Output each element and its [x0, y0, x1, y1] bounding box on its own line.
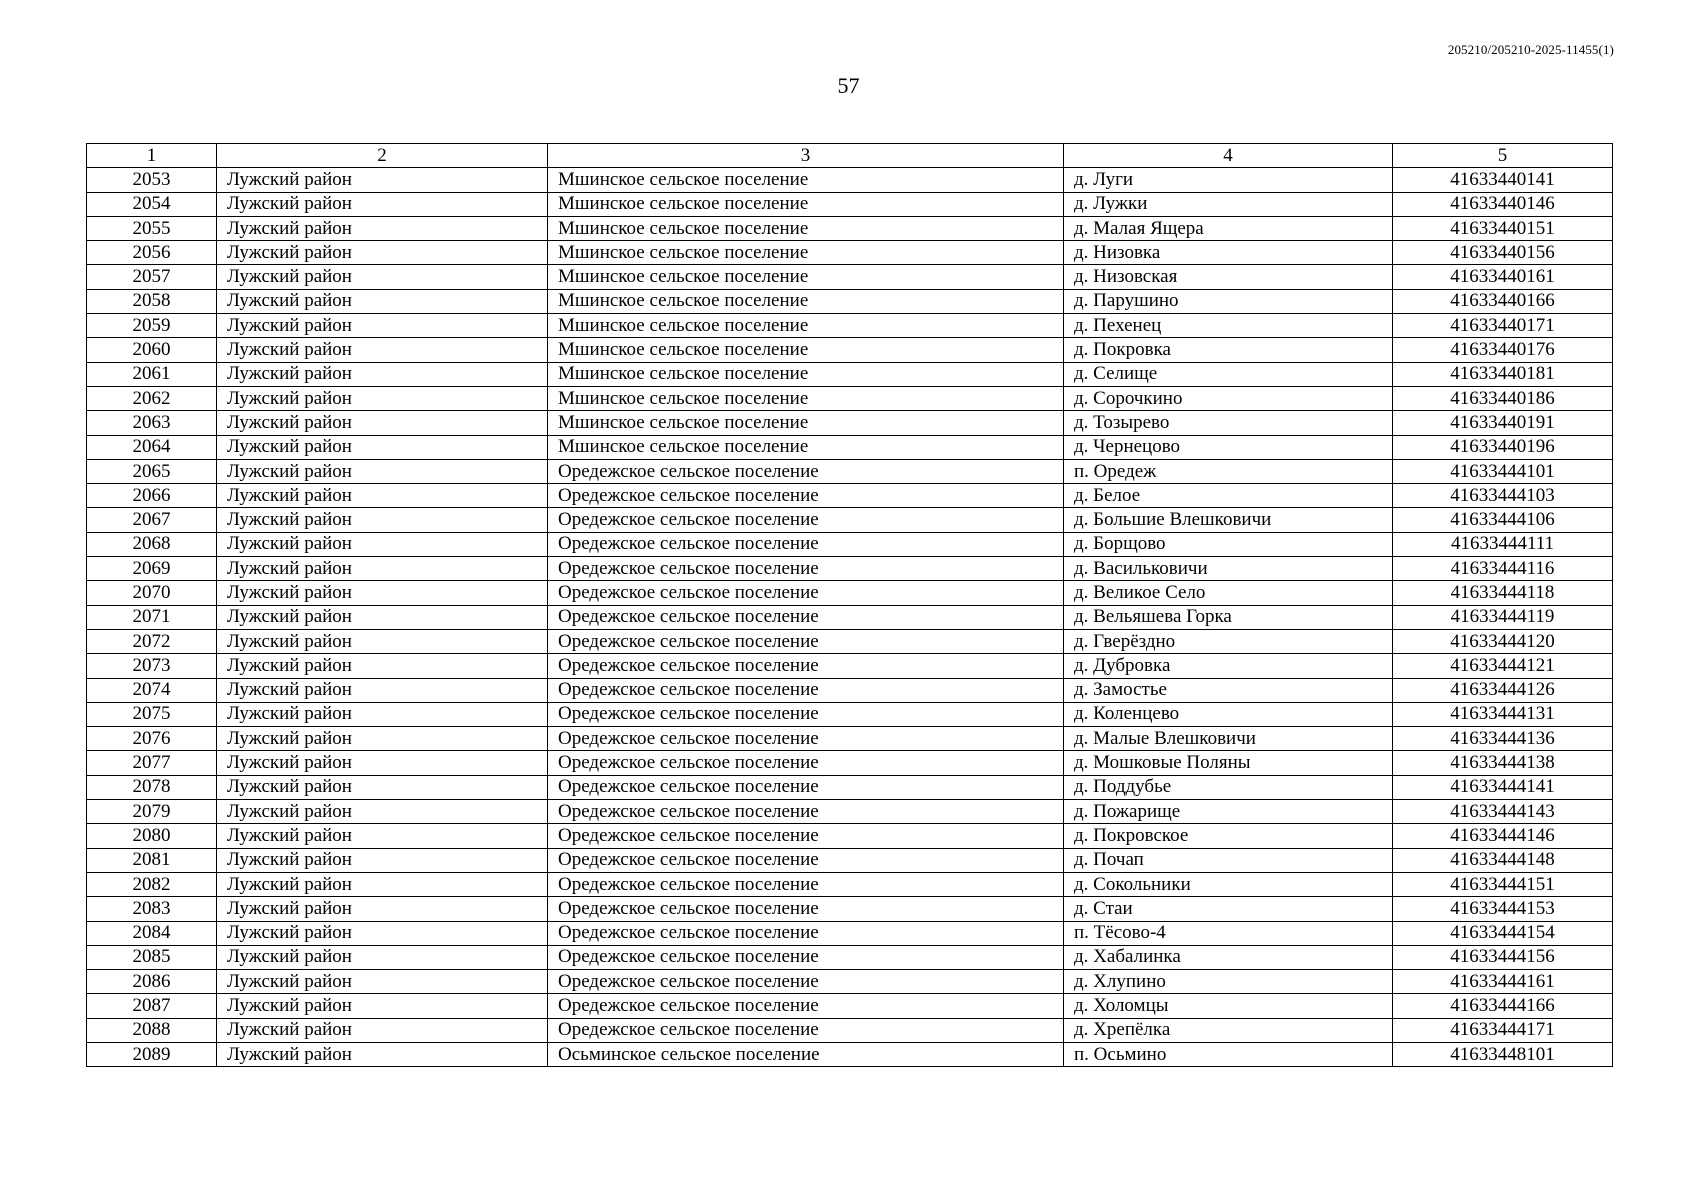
settlement-cell: Мшинское сельское поселение: [548, 386, 1064, 410]
table-row: [87, 557, 1613, 581]
row-number-cell: 2088: [87, 1018, 217, 1042]
row-number-cell: 2077: [87, 751, 217, 775]
table-row: [87, 362, 1613, 386]
locality-cell: д. Холомцы: [1064, 994, 1393, 1018]
table-row: [87, 289, 1613, 313]
district-cell: Лужский район: [217, 945, 548, 969]
table-row: [87, 605, 1613, 629]
code-cell: 41633440166: [1393, 289, 1613, 313]
district-cell: Лужский район: [217, 508, 548, 532]
table-row: [87, 921, 1613, 945]
table-row: [87, 970, 1613, 994]
row-number-cell: 2079: [87, 800, 217, 824]
row-number-cell: 2084: [87, 921, 217, 945]
row-number-cell: 2086: [87, 970, 217, 994]
code-cell: 41633444171: [1393, 1018, 1613, 1042]
table-row: [87, 1042, 1613, 1066]
locality-cell: д. Низовская: [1064, 265, 1393, 289]
code-cell: 41633440141: [1393, 168, 1613, 192]
row-number-cell: 2083: [87, 897, 217, 921]
settlement-cell: Мшинское сельское поселение: [548, 216, 1064, 240]
district-cell: Лужский район: [217, 289, 548, 313]
row-number-cell: 2058: [87, 289, 217, 313]
locality-cell: д. Хлупино: [1064, 970, 1393, 994]
table-row: [87, 314, 1613, 338]
locality-cell: д. Хрепёлка: [1064, 1018, 1393, 1042]
table-row: [87, 168, 1613, 192]
row-number-cell: 2068: [87, 532, 217, 556]
district-cell: Лужский район: [217, 192, 548, 216]
table-row: [87, 265, 1613, 289]
code-cell: 41633440176: [1393, 338, 1613, 362]
row-number-cell: 2056: [87, 241, 217, 265]
code-cell: 41633444118: [1393, 581, 1613, 605]
row-number-cell: 2071: [87, 605, 217, 629]
table-row: [87, 872, 1613, 896]
settlement-cell: Оредежское сельское поселение: [548, 678, 1064, 702]
document-id: 205210/205210-2025-11455(1): [1447, 42, 1614, 57]
district-cell: Лужский район: [217, 1018, 548, 1042]
table-row: [87, 411, 1613, 435]
settlement-cell: Оредежское сельское поселение: [548, 921, 1064, 945]
code-cell: 41633444148: [1393, 848, 1613, 872]
settlement-cell: Мшинское сельское поселение: [548, 411, 1064, 435]
district-cell: Лужский район: [217, 241, 548, 265]
locality-cell: д. Поддубье: [1064, 775, 1393, 799]
code-cell: 41633440161: [1393, 265, 1613, 289]
settlement-cell: Оредежское сельское поселение: [548, 800, 1064, 824]
table-row: [87, 702, 1613, 726]
district-cell: Лужский район: [217, 362, 548, 386]
locality-cell: д. Луги: [1064, 168, 1393, 192]
code-cell: 41633448101: [1393, 1042, 1613, 1066]
district-cell: Лужский район: [217, 727, 548, 751]
row-number-cell: 2057: [87, 265, 217, 289]
locality-cell: д. Дубровка: [1064, 654, 1393, 678]
table-row: [87, 994, 1613, 1018]
settlement-cell: Мшинское сельское поселение: [548, 265, 1064, 289]
settlement-cell: Оредежское сельское поселение: [548, 581, 1064, 605]
code-cell: 41633444120: [1393, 629, 1613, 653]
locality-cell: д. Замостье: [1064, 678, 1393, 702]
table-row: [87, 824, 1613, 848]
table-row: [87, 800, 1613, 824]
district-cell: Лужский район: [217, 751, 548, 775]
locality-cell: д. Парушино: [1064, 289, 1393, 313]
code-cell: 41633440181: [1393, 362, 1613, 386]
district-cell: Лужский район: [217, 897, 548, 921]
table-body: [87, 168, 1613, 1067]
table-row: [87, 484, 1613, 508]
locality-cell: д. Гверёздно: [1064, 629, 1393, 653]
district-cell: Лужский район: [217, 435, 548, 459]
code-cell: 41633444126: [1393, 678, 1613, 702]
code-cell: 41633444143: [1393, 800, 1613, 824]
settlement-cell: Оредежское сельское поселение: [548, 484, 1064, 508]
locality-cell: д. Великое Село: [1064, 581, 1393, 605]
row-number-cell: 2061: [87, 362, 217, 386]
row-number-cell: 2070: [87, 581, 217, 605]
table-row: [87, 386, 1613, 410]
table-row: [87, 945, 1613, 969]
settlement-cell: Оредежское сельское поселение: [548, 824, 1064, 848]
table-row: [87, 897, 1613, 921]
settlement-cell: Мшинское сельское поселение: [548, 241, 1064, 265]
district-cell: Лужский район: [217, 994, 548, 1018]
settlement-cell: Оредежское сельское поселение: [548, 727, 1064, 751]
table-row: [87, 751, 1613, 775]
row-number-cell: 2081: [87, 848, 217, 872]
district-cell: Лужский район: [217, 678, 548, 702]
row-number-cell: 2075: [87, 702, 217, 726]
row-number-cell: 2059: [87, 314, 217, 338]
table-row: [87, 435, 1613, 459]
locality-cell: д. Стаи: [1064, 897, 1393, 921]
locality-cell: д. Малые Влешковичи: [1064, 727, 1393, 751]
settlement-cell: Оредежское сельское поселение: [548, 532, 1064, 556]
locality-cell: д. Хабалинка: [1064, 945, 1393, 969]
table-row: [87, 1018, 1613, 1042]
locality-cell: п. Тёсово-4: [1064, 921, 1393, 945]
district-cell: Лужский район: [217, 581, 548, 605]
row-number-cell: 2064: [87, 435, 217, 459]
table-row: [87, 532, 1613, 556]
settlement-cell: Мшинское сельское поселение: [548, 314, 1064, 338]
district-cell: Лужский район: [217, 459, 548, 483]
settlement-cell: Оредежское сельское поселение: [548, 897, 1064, 921]
code-cell: 41633444146: [1393, 824, 1613, 848]
row-number-cell: 2076: [87, 727, 217, 751]
locality-cell: д. Большие Влешковичи: [1064, 508, 1393, 532]
table-header-row: [87, 144, 1613, 168]
settlement-cell: Мшинское сельское поселение: [548, 289, 1064, 313]
district-cell: Лужский район: [217, 970, 548, 994]
code-cell: 41633444101: [1393, 459, 1613, 483]
page-number: 57: [837, 73, 860, 98]
settlement-cell: Оредежское сельское поселение: [548, 1018, 1064, 1042]
district-cell: Лужский район: [217, 775, 548, 799]
row-number-cell: 2078: [87, 775, 217, 799]
district-cell: Лужский район: [217, 168, 548, 192]
code-cell: 41633440171: [1393, 314, 1613, 338]
column-header-2: 2: [217, 144, 548, 168]
settlement-cell: Оредежское сельское поселение: [548, 654, 1064, 678]
settlement-cell: Мшинское сельское поселение: [548, 435, 1064, 459]
code-cell: 41633444138: [1393, 751, 1613, 775]
code-cell: 41633444153: [1393, 897, 1613, 921]
row-number-cell: 2055: [87, 216, 217, 240]
code-cell: 41633444154: [1393, 921, 1613, 945]
column-header-3: 3: [548, 144, 1064, 168]
row-number-cell: 2073: [87, 654, 217, 678]
row-number-cell: 2087: [87, 994, 217, 1018]
code-cell: 41633440191: [1393, 411, 1613, 435]
code-cell: 41633444116: [1393, 557, 1613, 581]
district-cell: Лужский район: [217, 484, 548, 508]
district-cell: Лужский район: [217, 848, 548, 872]
table-row: [87, 508, 1613, 532]
settlement-cell: Мшинское сельское поселение: [548, 192, 1064, 216]
locality-cell: д. Пехенец: [1064, 314, 1393, 338]
settlements-table: [86, 143, 1613, 1067]
district-cell: Лужский район: [217, 654, 548, 678]
settlement-cell: Оредежское сельское поселение: [548, 629, 1064, 653]
row-number-cell: 2069: [87, 557, 217, 581]
column-header-4: 4: [1064, 144, 1393, 168]
table-row: [87, 629, 1613, 653]
code-cell: 41633444156: [1393, 945, 1613, 969]
locality-cell: д. Селище: [1064, 362, 1393, 386]
district-cell: Лужский район: [217, 386, 548, 410]
district-cell: Лужский район: [217, 557, 548, 581]
locality-cell: д. Мошковые Поляны: [1064, 751, 1393, 775]
table-row: [87, 848, 1613, 872]
settlement-cell: Оредежское сельское поселение: [548, 872, 1064, 896]
district-cell: Лужский район: [217, 800, 548, 824]
table-row: [87, 192, 1613, 216]
settlement-cell: Оредежское сельское поселение: [548, 702, 1064, 726]
row-number-cell: 2072: [87, 629, 217, 653]
settlement-cell: Оредежское сельское поселение: [548, 775, 1064, 799]
locality-cell: п. Осьмино: [1064, 1042, 1393, 1066]
locality-cell: д. Пожарище: [1064, 800, 1393, 824]
code-cell: 41633444141: [1393, 775, 1613, 799]
settlement-cell: Оредежское сельское поселение: [548, 848, 1064, 872]
code-cell: 41633444106: [1393, 508, 1613, 532]
row-number-cell: 2065: [87, 459, 217, 483]
locality-cell: д. Коленцево: [1064, 702, 1393, 726]
row-number-cell: 2089: [87, 1042, 217, 1066]
row-number-cell: 2085: [87, 945, 217, 969]
district-cell: Лужский район: [217, 605, 548, 629]
code-cell: 41633444151: [1393, 872, 1613, 896]
district-cell: Лужский район: [217, 532, 548, 556]
district-cell: Лужский район: [217, 872, 548, 896]
code-cell: 41633444103: [1393, 484, 1613, 508]
locality-cell: д. Покровское: [1064, 824, 1393, 848]
settlement-cell: Оредежское сельское поселение: [548, 508, 1064, 532]
table-row: [87, 338, 1613, 362]
row-number-cell: 2060: [87, 338, 217, 362]
code-cell: 41633444136: [1393, 727, 1613, 751]
district-cell: Лужский район: [217, 338, 548, 362]
code-cell: 41633444121: [1393, 654, 1613, 678]
locality-cell: д. Низовка: [1064, 241, 1393, 265]
column-header-5: 5: [1393, 144, 1613, 168]
code-cell: 41633440186: [1393, 386, 1613, 410]
code-cell: 41633440156: [1393, 241, 1613, 265]
locality-cell: д. Покровка: [1064, 338, 1393, 362]
locality-cell: д. Сорочкино: [1064, 386, 1393, 410]
table-row: [87, 727, 1613, 751]
row-number-cell: 2053: [87, 168, 217, 192]
settlement-cell: Оредежское сельское поселение: [548, 994, 1064, 1018]
locality-cell: д. Почап: [1064, 848, 1393, 872]
code-cell: 41633444111: [1393, 532, 1613, 556]
locality-cell: д. Борщово: [1064, 532, 1393, 556]
settlement-cell: Оредежское сельское поселение: [548, 970, 1064, 994]
code-cell: 41633444119: [1393, 605, 1613, 629]
district-cell: Лужский район: [217, 629, 548, 653]
district-cell: Лужский район: [217, 824, 548, 848]
locality-cell: д. Чернецово: [1064, 435, 1393, 459]
table-row: [87, 459, 1613, 483]
district-cell: Лужский район: [217, 1042, 548, 1066]
code-cell: 41633440196: [1393, 435, 1613, 459]
table-row: [87, 241, 1613, 265]
settlement-cell: Мшинское сельское поселение: [548, 362, 1064, 386]
settlement-cell: Оредежское сельское поселение: [548, 605, 1064, 629]
locality-cell: д. Белое: [1064, 484, 1393, 508]
row-number-cell: 2080: [87, 824, 217, 848]
code-cell: 41633444161: [1393, 970, 1613, 994]
locality-cell: п. Оредеж: [1064, 459, 1393, 483]
code-cell: 41633444131: [1393, 702, 1613, 726]
code-cell: 41633440146: [1393, 192, 1613, 216]
settlement-cell: Оредежское сельское поселение: [548, 459, 1064, 483]
row-number-cell: 2062: [87, 386, 217, 410]
table-row: [87, 775, 1613, 799]
district-cell: Лужский район: [217, 265, 548, 289]
row-number-cell: 2082: [87, 872, 217, 896]
settlement-cell: Мшинское сельское поселение: [548, 338, 1064, 362]
settlement-cell: Мшинское сельское поселение: [548, 168, 1064, 192]
row-number-cell: 2067: [87, 508, 217, 532]
district-cell: Лужский район: [217, 314, 548, 338]
locality-cell: д. Вельяшева Горка: [1064, 605, 1393, 629]
district-cell: Лужский район: [217, 216, 548, 240]
settlement-cell: Осьминское сельское поселение: [548, 1042, 1064, 1066]
locality-cell: д. Малая Ящера: [1064, 216, 1393, 240]
row-number-cell: 2054: [87, 192, 217, 216]
locality-cell: д. Тозырево: [1064, 411, 1393, 435]
locality-cell: д. Сокольники: [1064, 872, 1393, 896]
district-cell: Лужский район: [217, 702, 548, 726]
row-number-cell: 2063: [87, 411, 217, 435]
settlement-cell: Оредежское сельское поселение: [548, 945, 1064, 969]
table-row: [87, 216, 1613, 240]
settlement-cell: Оредежское сельское поселение: [548, 557, 1064, 581]
row-number-cell: 2074: [87, 678, 217, 702]
locality-cell: д. Васильковичи: [1064, 557, 1393, 581]
district-cell: Лужский район: [217, 921, 548, 945]
district-cell: Лужский район: [217, 411, 548, 435]
table-row: [87, 654, 1613, 678]
settlement-cell: Оредежское сельское поселение: [548, 751, 1064, 775]
code-cell: 41633444166: [1393, 994, 1613, 1018]
row-number-cell: 2066: [87, 484, 217, 508]
locality-cell: д. Лужки: [1064, 192, 1393, 216]
code-cell: 41633440151: [1393, 216, 1613, 240]
table-row: [87, 581, 1613, 605]
column-header-1: 1: [87, 144, 217, 168]
table-row: [87, 678, 1613, 702]
